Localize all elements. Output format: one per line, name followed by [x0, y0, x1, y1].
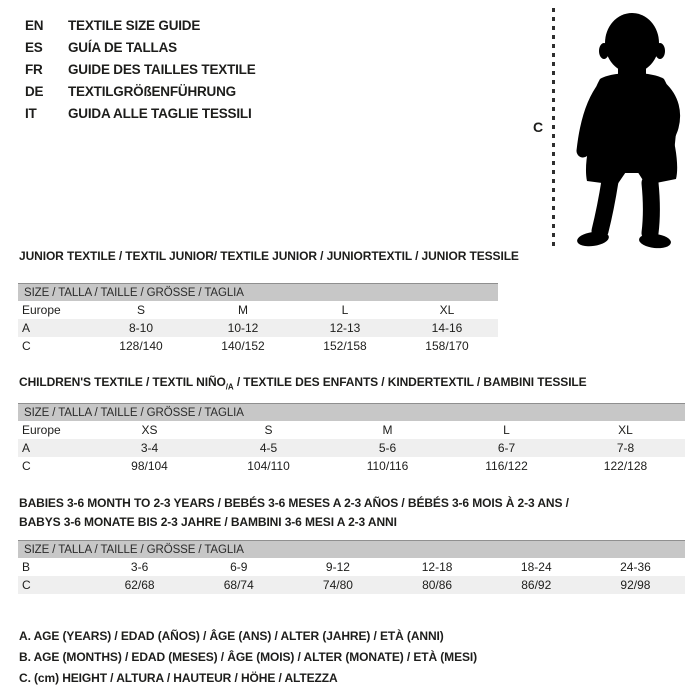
- height-cell: 140/152: [221, 339, 265, 353]
- table-row-height: [18, 337, 498, 355]
- months-cell: 6-9: [230, 560, 248, 574]
- age-cell: 6-7: [497, 441, 516, 455]
- table-row-height: [18, 576, 685, 594]
- children-table: [18, 403, 685, 475]
- language-code: IT: [25, 105, 37, 121]
- size-cell: XL: [439, 303, 455, 317]
- months-cell: 12-18: [421, 560, 453, 574]
- height-cell: 122/128: [603, 459, 648, 473]
- age-cell: 5-6: [378, 441, 397, 455]
- size-cell: L: [341, 303, 349, 317]
- junior-table: [18, 283, 498, 355]
- table-row-age: [18, 439, 685, 457]
- table-row-height: [18, 457, 685, 475]
- size-cell: M: [238, 303, 248, 317]
- age-cell: 14-16: [431, 321, 463, 335]
- language-row-it: [25, 102, 256, 124]
- height-cell: 62/68: [124, 578, 155, 592]
- height-cell: 98/104: [131, 459, 168, 473]
- language-row-en: [25, 14, 256, 36]
- size-cell: XS: [141, 423, 158, 437]
- row-label: Europe: [22, 303, 61, 317]
- size-header-bar: SIZE / TALLA / TAILLE / GRÖSSE / TAGLIA: [18, 283, 498, 301]
- height-cell: 68/74: [223, 578, 254, 592]
- size-cell: S: [264, 423, 273, 437]
- height-cell: 152/158: [323, 339, 367, 353]
- age-cell: 3-4: [140, 441, 159, 455]
- legend-line-c: C. (cm) HEIGHT / ALTURA / HAUTEUR / HÖHE / ALTEZZA: [19, 671, 338, 685]
- language-label: TEXTILGRÖßENFÜHRUNG: [68, 83, 236, 99]
- row-label: Europe: [22, 423, 61, 437]
- row-label: B: [22, 560, 31, 574]
- height-cell: 116/122: [485, 459, 528, 473]
- junior-table-title: JUNIOR TEXTILE / TEXTIL JUNIOR/ TEXTILE JUNIOR / JUNIORTEXTIL / JUNIOR TESSILE: [19, 249, 519, 263]
- months-cell: 18-24: [520, 560, 552, 574]
- children-table-title: [19, 375, 587, 391]
- language-label: GUIDE DES TAILLES TEXTILE: [68, 61, 256, 77]
- legend: [19, 626, 477, 689]
- row-label: C: [22, 459, 31, 473]
- height-cell: 104/110: [247, 459, 290, 473]
- size-cell: M: [382, 423, 393, 437]
- language-row-es: [25, 36, 256, 58]
- size-cell: S: [136, 303, 145, 317]
- language-code: FR: [25, 61, 43, 77]
- toddler-silhouette: [560, 5, 694, 251]
- height-cell: 128/140: [119, 339, 163, 353]
- size-header-bar: SIZE / TALLA / TAILLE / GRÖSSE / TAGLIA: [18, 403, 685, 421]
- legend-line-a: A. AGE (YEARS) / EDAD (AÑOS) / ÂGE (ANS) / ALTER (JAHRE) / ETÀ (ANNI): [19, 629, 444, 643]
- months-cell: 3-6: [130, 560, 149, 574]
- row-label: C: [22, 578, 31, 592]
- language-list: [25, 14, 256, 124]
- height-cell: 86/92: [521, 578, 552, 592]
- language-label: TEXTILE SIZE GUIDE: [68, 17, 201, 33]
- height-cell: 110/116: [366, 459, 409, 473]
- size-cell: L: [503, 423, 510, 437]
- size-cell: XL: [618, 423, 633, 437]
- language-code: DE: [25, 83, 44, 99]
- height-measure-dotted-line: [552, 8, 555, 248]
- age-cell: 4-5: [259, 441, 278, 455]
- height-cell: 80/86: [422, 578, 453, 592]
- children-title-prefix: CHILDREN'S TEXTILE / TEXTIL NIÑO: [19, 375, 226, 389]
- language-code: EN: [25, 17, 44, 33]
- age-cell: 8-10: [128, 321, 154, 335]
- months-cell: 9-12: [325, 560, 350, 574]
- language-label: GUIDA ALLE TAGLIE TESSILI: [68, 105, 252, 121]
- children-title-suffix: / TEXTILE DES ENFANTS / KINDERTEXTIL / BAMBINI TESSILE: [233, 375, 587, 389]
- language-row-de: [25, 80, 256, 102]
- table-row-age: [18, 319, 498, 337]
- babies-table: [18, 540, 685, 594]
- row-label: A: [22, 441, 31, 455]
- legend-line-b: B. AGE (MONTHS) / EDAD (MESES) / ÂGE (MOIS) / ALTER (MONATE) / ETÀ (MESI): [19, 650, 478, 664]
- age-cell: 10-12: [227, 321, 259, 335]
- language-code: ES: [25, 39, 43, 55]
- table-row-europe: [18, 421, 685, 439]
- height-cell: 74/80: [322, 578, 353, 592]
- language-row-fr: [25, 58, 256, 80]
- children-title-subscript: /A: [225, 382, 234, 392]
- age-cell: 7-8: [616, 441, 635, 455]
- row-label: C: [22, 339, 31, 353]
- months-cell: 24-36: [620, 560, 651, 574]
- height-measure-label: C: [533, 119, 544, 135]
- row-label: A: [22, 321, 31, 335]
- age-cell: 12-13: [329, 321, 361, 335]
- language-label: GUÍA DE TALLAS: [68, 39, 177, 55]
- babies-table-title-line2: BABYS 3-6 MONATE BIS 2-3 JAHRE / BAMBINI 3-6 MESI A 2-3 ANNI: [19, 515, 397, 529]
- babies-table-title-line1: BABIES 3-6 MONTH TO 2-3 YEARS / BEBÉS 3-6 MESES A 2-3 AÑOS / BÉBÉS 3-6 MOIS À 2-3 ANS /: [19, 496, 569, 510]
- height-cell: 92/98: [620, 578, 651, 592]
- size-header-bar: SIZE / TALLA / TAILLE / GRÖSSE / TAGLIA: [18, 540, 685, 558]
- height-cell: 158/170: [425, 339, 469, 353]
- table-row-age-months: [18, 558, 685, 576]
- table-row-europe: [18, 301, 498, 319]
